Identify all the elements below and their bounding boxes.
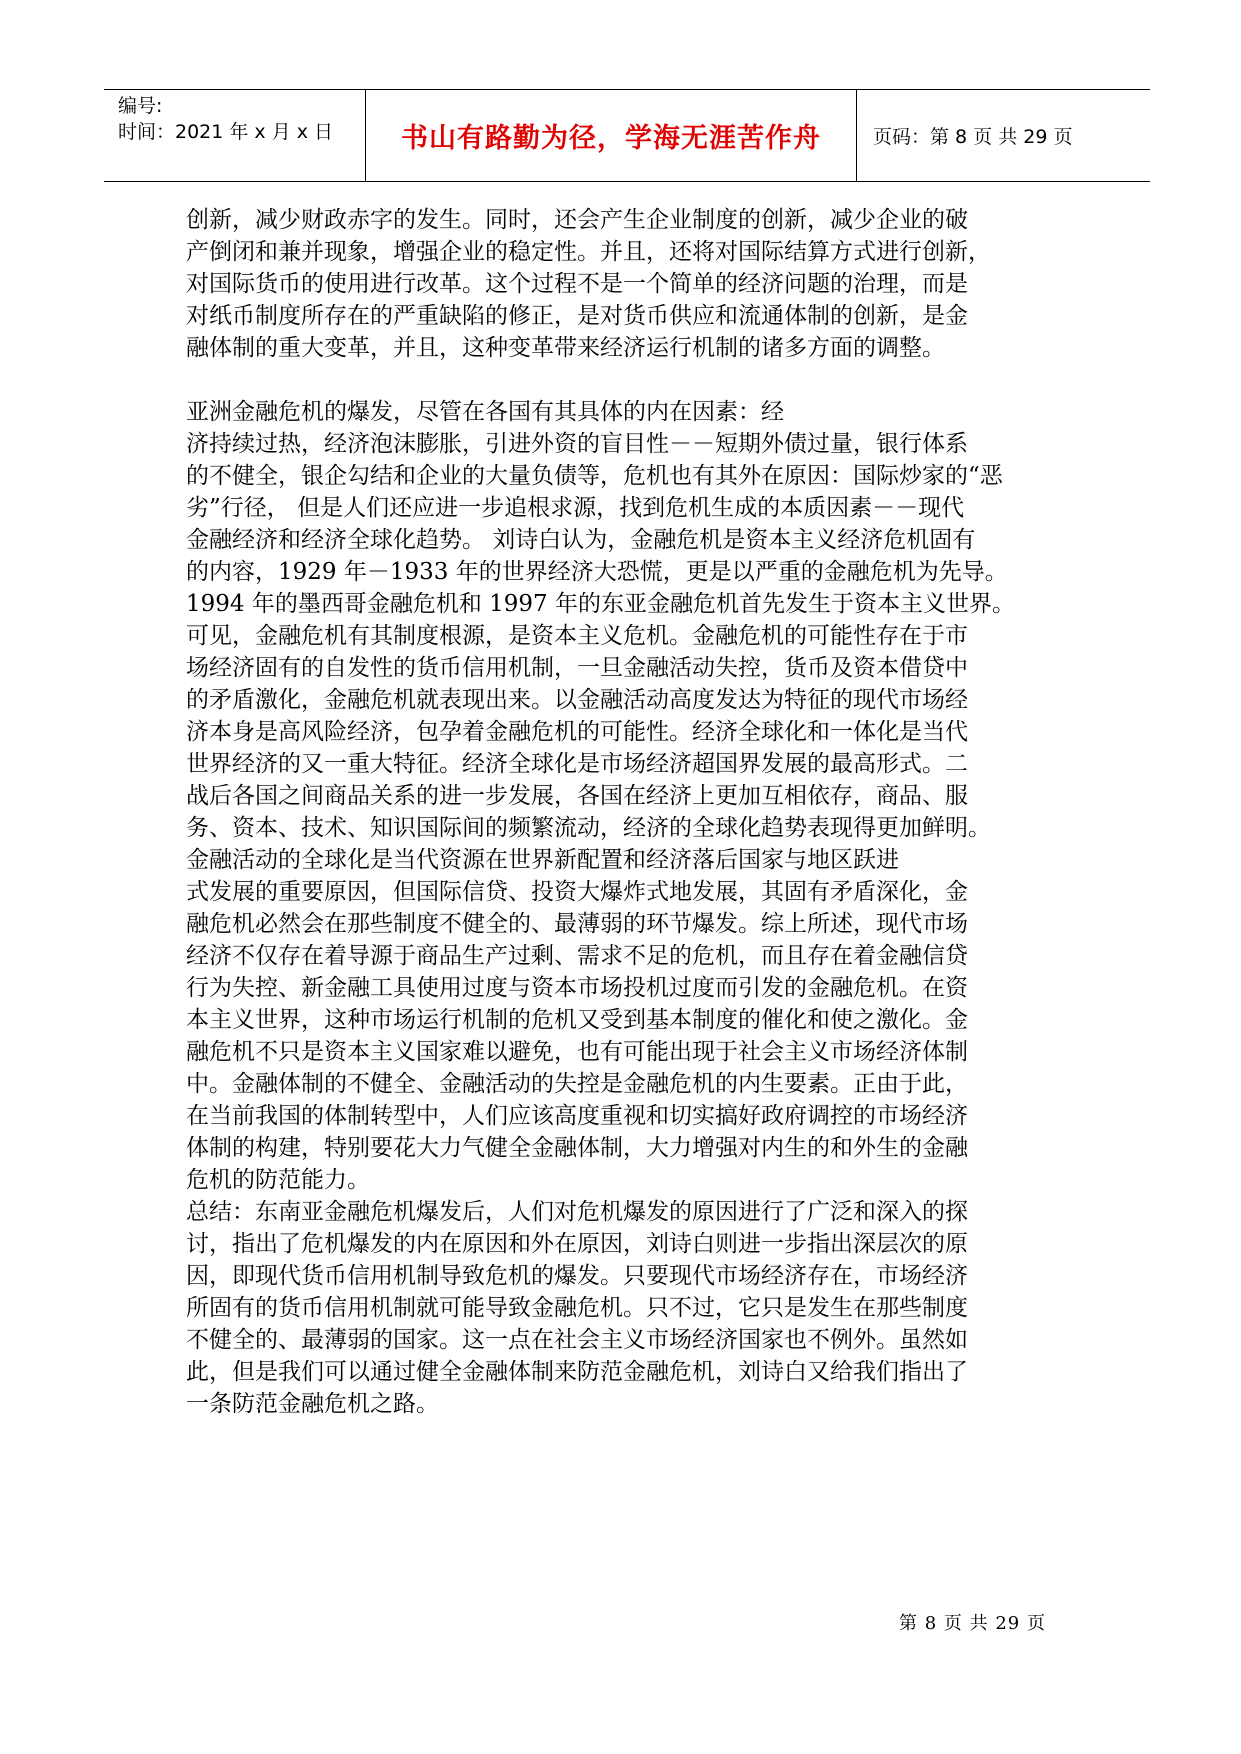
blank-line	[186, 364, 1066, 396]
body-line: 行为失控、新金融工具使用过度与资本市场投机过度而引发的金融危机。在资	[186, 975, 968, 1001]
body-line: 式发展的重要原因，但国际信贷、投资大爆炸式地发展，其固有矛盾深化，金	[186, 879, 968, 905]
body-line: 1994 年的墨西哥金融危机和 1997 年的东亚金融危机首先发生于资本主义世界。	[186, 591, 1015, 617]
body-line: 世界经济的又一重大特征。经济全球化是市场经济超国界发展的最高形式。二	[186, 751, 968, 777]
body-line: 总结：东南亚金融危机爆发后，人们对危机爆发的原因进行了广泛和深入的探	[186, 1199, 968, 1225]
body-line: 的矛盾激化，金融危机就表现出来。以金融活动高度发达为特征的现代市场经	[186, 687, 968, 713]
body-line: 一条防范金融危机之路。	[186, 1391, 439, 1417]
body-line: 融危机不只是资本主义国家难以避免，也有可能出现于社会主义市场经济体制	[186, 1039, 968, 1065]
body-line: 金融活动的全球化是当代资源在世界新配置和经济落后国家与地区跃进	[186, 847, 899, 873]
page-header	[104, 89, 1150, 182]
header-page-code: 页码：第 8 页 共 29 页	[873, 126, 1073, 148]
body-line: 融危机必然会在那些制度不健全的、最薄弱的环节爆发。综上所述，现代市场	[186, 911, 968, 937]
body-line: 本主义世界，这种市场运行机制的危机又受到基本制度的催化和使之激化。金	[186, 1007, 968, 1033]
body-line: 在当前我国的体制转型中，人们应该高度重视和切实搞好政府调控的市场经济	[186, 1103, 968, 1129]
body-line: 济持续过热，经济泡沫膨胀，引进外资的盲目性－－短期外债过量，银行体系	[186, 431, 968, 457]
body-line: 战后各国之间商品关系的进一步发展，各国在经济上更加互相依存，商品、服	[186, 783, 968, 809]
body-line: 劣”行径， 但是人们还应进一步追根求源，找到危机生成的本质因素－－现代	[186, 495, 965, 521]
body-line: 此，但是我们可以通过健全金融体制来防范金融危机，刘诗白又给我们指出了	[186, 1359, 968, 1385]
document-time: 时间：2021 年 x 月 x 日	[118, 121, 334, 143]
page-footer: 第 8 页 共 29 页	[899, 1613, 1046, 1634]
body-line: 讨，指出了危机爆发的内在原因和外在原因，刘诗白则进一步指出深层次的原	[186, 1231, 968, 1257]
body-line: 济本身是高风险经济，包孕着金融危机的可能性。经济全球化和一体化是当代	[186, 719, 968, 745]
document-number-label: 编号:	[118, 95, 163, 117]
body-line: 务、资本、技术、知识国际间的频繁流动，经济的全球化趋势表现得更加鲜明。	[186, 815, 991, 841]
body-line: 的内容，1929 年－1933 年的世界经济大恐慌，更是以严重的金融危机为先导。	[186, 559, 1008, 585]
body-line: 创新，减少财政赤字的发生。同时，还会产生企业制度的创新，减少企业的破	[186, 207, 968, 233]
header-motto: 书山有路勤为径，学海无涯苦作舟	[401, 123, 821, 154]
header-motto-cell	[366, 90, 857, 181]
body-line: 经济不仅存在着导源于商品生产过剩、需求不足的危机，而且存在着金融信贷	[186, 943, 968, 969]
body-line: 融体制的重大变革，并且，这种变革带来经济运行机制的诸多方面的调整。	[186, 335, 945, 361]
body-line: 亚洲金融危机的爆发，尽管在各国有其具体的内在因素：经	[186, 399, 784, 425]
body-line: 可见，金融危机有其制度根源，是资本主义危机。金融危机的可能性存在于市	[186, 623, 968, 649]
body-line: 的不健全，银企勾结和企业的大量负债等，危机也有其外在原因：国际炒家的“恶	[186, 463, 1003, 489]
body-line: 因，即现代货币信用机制导致危机的爆发。只要现代市场经济存在，市场经济	[186, 1263, 968, 1289]
body-line: 金融经济和经济全球化趋势。 刘诗白认为，金融危机是资本主义经济危机固有	[186, 527, 976, 553]
body-line: 场经济固有的自发性的货币信用机制，一旦金融活动失控，货币及资本借贷中	[186, 655, 968, 681]
body-line: 对纸币制度所存在的严重缺陷的修正，是对货币供应和流通体制的创新，是金	[186, 303, 968, 329]
body-line: 所固有的货币信用机制就可能导致金融危机。只不过，它只是发生在那些制度	[186, 1295, 968, 1321]
body-line: 体制的构建，特别要花大力气健全金融体制，大力增强对内生的和外生的金融	[186, 1135, 968, 1161]
body-line: 对国际货币的使用进行改革。这个过程不是一个简单的经济问题的治理，而是	[186, 271, 968, 297]
body-line: 危机的防范能力。	[186, 1167, 370, 1193]
body-line: 不健全的、最薄弱的国家。这一点在社会主义市场经济国家也不例外。虽然如	[186, 1327, 968, 1353]
document-body	[186, 204, 1066, 1420]
header-meta	[104, 90, 366, 181]
body-line: 中。金融体制的不健全、金融活动的失控是金融危机的内生要素。正由于此，	[186, 1071, 968, 1097]
body-line: 产倒闭和兼并现象，增强企业的稳定性。并且，还将对国际结算方式进行创新，	[186, 239, 991, 265]
